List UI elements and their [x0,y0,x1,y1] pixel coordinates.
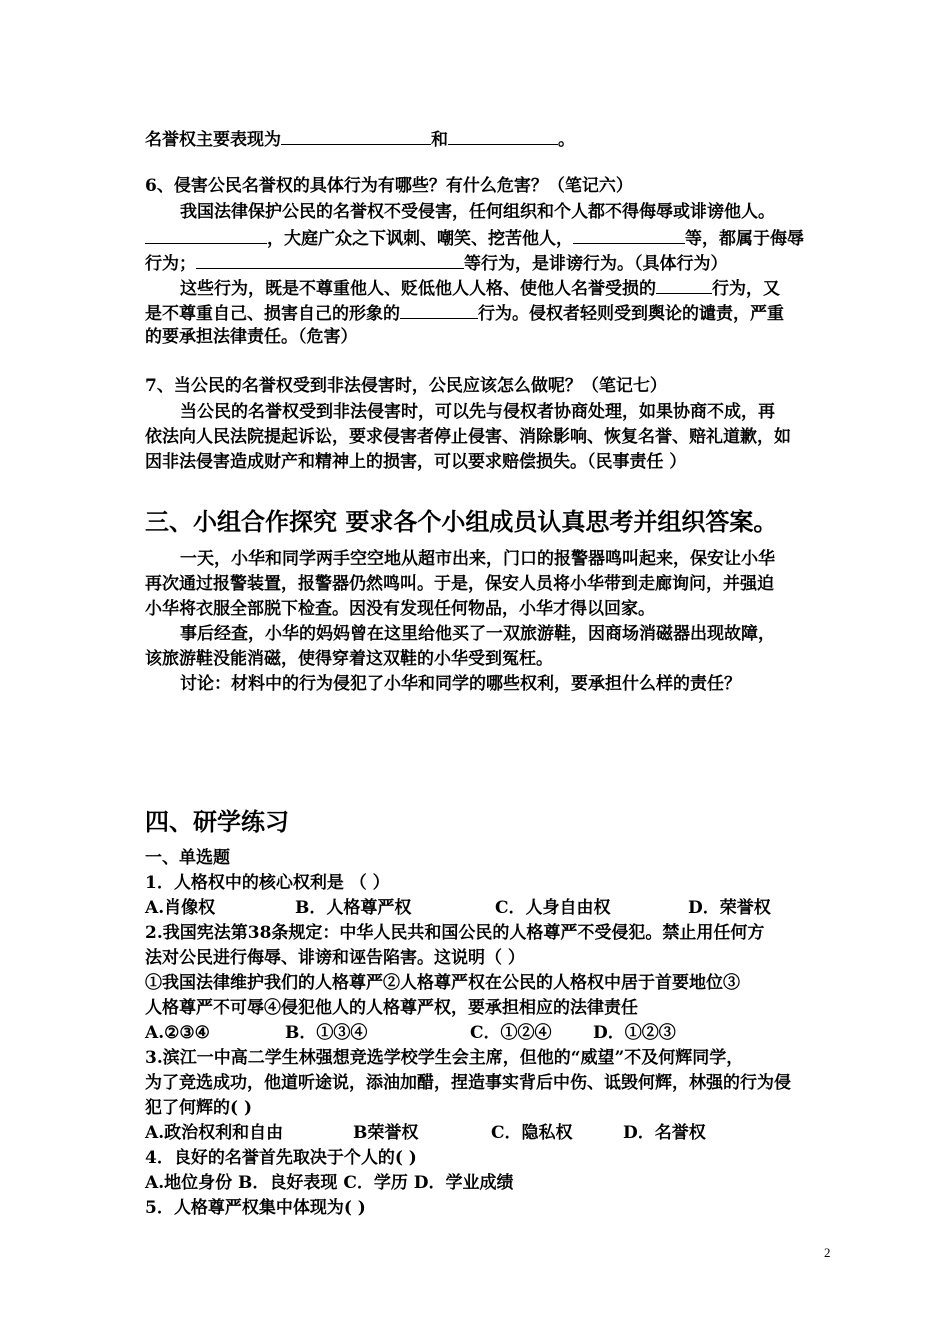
question-3-line2: 为了竞选成功，他道听途说，添油加醋，捏造事实背后中伤、诋毁何辉，林强的行为侵 [145,1073,791,1093]
q7-line2: 依法向人民法院提起诉讼，要求侵害者停止侵害、消除影响、恢复名誉、赔礼道歉，如 [145,427,791,447]
blank-3 [145,225,267,244]
section3-line1: 一天，小华和同学两手空空地从超市出来，门口的报警器鸣叫起来，保安让小华 [180,549,775,569]
blank-1 [281,126,431,145]
single-choice-heading: 一、单选题 [145,848,230,868]
question-2-line1: 2.我国宪法第38条规定：中华人民共和国公民的人格尊严不受侵犯。禁止用任何方 [145,923,765,943]
question-2-line3: ①我国法律维护我们的人格尊严②人格尊严权在公民的人格权中居于首要地位③ [145,973,740,993]
section3-line2: 再次通过报警装置，报警器仍然鸣叫。于是，保安人员将小华带到走廊询问，并强迫 [145,574,774,594]
q6-p2-line1: 这些行为，既是不尊重他人、贬低他人人格、使他人名誉受损的 行为，又 [180,275,780,301]
section3-line4: 事后经查，小华的妈妈曾在这里给他买了一双旅游鞋，因商场消磁器出现故障， [180,624,775,644]
question-4-options: A.地位身份 B．良好表现 C．学历 D．学业成绩 [145,1173,514,1193]
question-4: 4．良好的名誉首先取决于个人的( ) [145,1148,417,1168]
fill-mid: 和 [431,130,448,150]
q2-option-b: B．①③④ [285,1023,368,1043]
question-3-line1: 3.滨江一中高二学生林强想竞选学校学生会主席，但他的“威望”不及何辉同学， [145,1048,744,1068]
q1-option-b: B．人格尊严权 [295,898,412,918]
blank-7 [400,300,478,319]
question-1: 1．人格权中的核心权利是 （ ） [145,873,390,893]
question-2-line4: 人格尊严不可辱④侵犯他人的人格尊严权，要承担相应的法律责任 [145,998,638,1018]
q1-option-c: C．人身自由权 [495,898,611,918]
section3-discussion: 讨论：材料中的行为侵犯了小华和同学的哪些权利，要承担什么样的责任？ [180,674,741,694]
section3-line3: 小华将衣服全部脱下检查。因没有发现任何物品，小华才得以回家。 [145,599,655,619]
q2-option-a: A.②③④ [145,1023,210,1043]
q6-p1-line2: ，大庭广众之下讽刺、嘲笑、挖苦他人， 等，都属于侮辱 [145,225,804,251]
q7-line1: 当公民的名誉权受到非法侵害时，可以先与侵权者协商处理，如果协商不成，再 [180,402,775,422]
q1-option-d: D．荣誉权 [688,898,771,918]
question-2-line2: 法对公民进行侮辱、诽谤和诬告陷害。这说明（ ） [145,948,525,968]
q1-option-a: A.肖像权 [145,898,216,918]
q2-option-c: C．①②④ [470,1023,552,1043]
q6-p1-line3: 行为； 等行为，是诽谤行为。（具体行为） [145,250,728,276]
blank-6 [656,275,712,294]
blank-4 [573,225,685,244]
blank-2 [448,126,558,145]
section3-heading: 三、小组合作探究 要求各个小组成员认真思考并组织答案。 [145,507,778,536]
q3-option-b: B荣誉权 [353,1123,419,1143]
q3-option-d: D．名誉权 [623,1123,706,1143]
q6-p1-line1: 我国法律保护公民的名誉权不受侵害，任何组织和个人都不得侮辱或诽谤他人。 [180,202,775,222]
section4-heading: 四、研学练习 [145,807,289,836]
blank-5 [196,250,464,269]
section3-line5: 该旅游鞋没能消磁，使得穿着这双鞋的小华受到冤枉。 [145,649,553,669]
fill-end: 。 [558,130,575,150]
q7-line3: 因非法侵害造成财产和精神上的损害，可以要求赔偿损失。（民事责任 ） [145,452,687,472]
q6-title: 6、侵害公民名誉权的具体行为有哪些？有什么危害？（笔记六） [145,176,633,196]
q6-p2-line2: 是不尊重自己、损害自己的形象的 行为。侵权者轻则受到舆论的谴责，严重 [145,300,784,326]
reputation-fill-line [145,126,575,152]
q3-option-c: C．隐私权 [491,1123,573,1143]
q6-p2-line3: 的要承担法律责任。（危害） [145,327,358,347]
q2-option-d: D．①②③ [593,1023,676,1043]
question-3-line3: 犯了何辉的( ) [145,1098,253,1118]
q3-option-a: A.政治权利和自由 [145,1123,284,1143]
page-number: 2 [824,1245,831,1260]
q7-title: 7、当公民的名誉权受到非法侵害时，公民应该怎么做呢？（笔记七） [145,376,667,396]
fill-prefix: 名誉权主要表现为 [145,130,281,150]
question-5: 5．人格尊严权集中体现为( ) [145,1198,366,1218]
